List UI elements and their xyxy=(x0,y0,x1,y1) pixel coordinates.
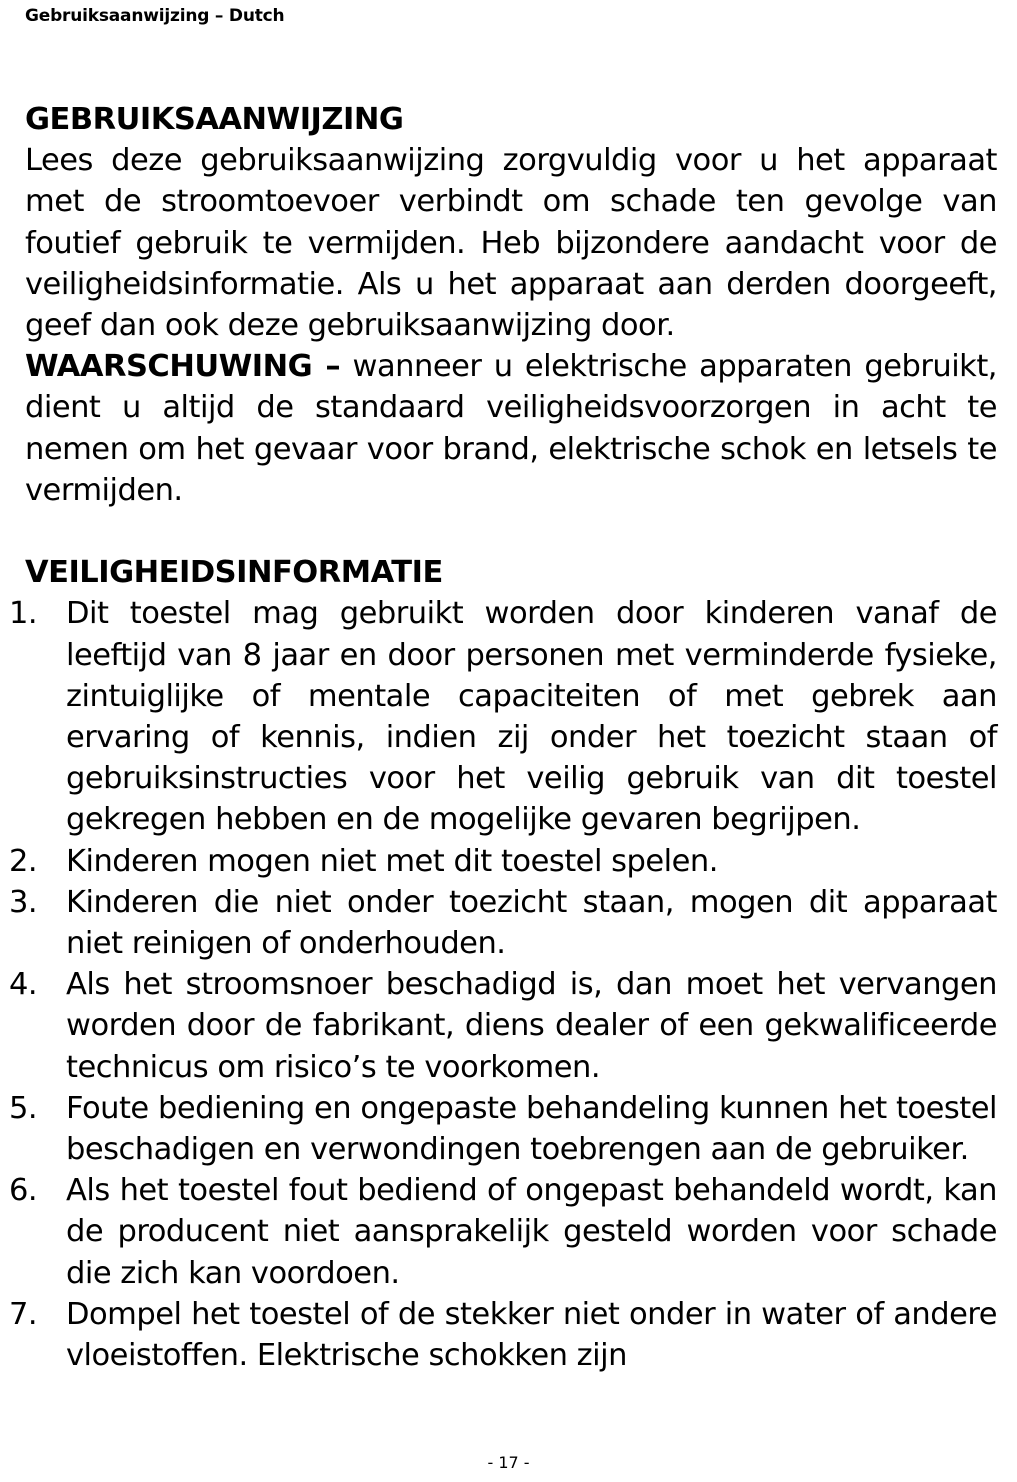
item-text: Dit toestel mag gebruikt worden door kinderen vanaf de leeftijd van 8 jaar en door personen met verminderde fysieke, zintuiglijke of mentale capaciteiten of met gebrek aan ervaring of kennis, indien zij onder het toezicht staan of gebruiksinstructies voor het veilig gebruik van dit toestel gekregen hebben en de mogelijke gevaren begrijpen. xyxy=(66,596,997,838)
list-item xyxy=(9,882,997,964)
list-item xyxy=(9,593,997,840)
intro-paragraph: Lees deze gebruiksaanwijzing zorgvuldig voor u het apparaat met de stroomtoevoer verbindt om schade ten gevolge van foutief gebruik te vermijden. Heb bijzondere aandacht voor de veiligheidsinformatie. Als u het apparaat aan derden doorgeeft, geef dan ook deze gebruiksaanwijzing door. xyxy=(25,143,997,344)
item-text: Dompel het toestel of de stekker niet onder in water of andere vloeistoffen. Elektrische schokken zijn xyxy=(66,1296,997,1374)
item-number: 4. xyxy=(9,967,38,1003)
page-content xyxy=(9,99,997,1376)
item-number: 3. xyxy=(9,884,38,920)
item-text: Als het toestel fout bediend of ongepast behandeld wordt, kan de producent niet aansprakelijk gesteld worden voor schade die zich kan voordoen. xyxy=(66,1173,997,1291)
warning-paragraph xyxy=(25,346,997,511)
list-item xyxy=(9,1170,997,1294)
item-number: 2. xyxy=(9,843,38,879)
item-number: 7. xyxy=(9,1296,38,1332)
warning-text: wanneer u elektrische apparaten gebruikt, dient u altijd de standaard veiligheidsvoorzorgen in acht te nemen om het gevaar voor brand, elektrische schok en letsels te vermijden. xyxy=(25,349,997,508)
item-number: 1. xyxy=(9,596,38,632)
safety-title: VEILIGHEIDSINFORMATIE xyxy=(25,555,443,591)
warning-label: WAARSCHUWING – xyxy=(25,349,341,385)
safety-list xyxy=(9,593,997,1376)
list-item xyxy=(9,841,997,882)
item-number: 5. xyxy=(9,1090,38,1126)
running-header: Gebruiksaanwijzing – Dutch xyxy=(25,6,285,26)
page-number: - 17 - xyxy=(487,1453,530,1472)
manual-title: GEBRUIKSAANWIJZING xyxy=(25,102,404,137)
list-item xyxy=(9,1294,997,1376)
item-text: Kinderen die niet onder toezicht staan, mogen dit apparaat niet reinigen of onderhouden. xyxy=(66,884,997,962)
item-text: Kinderen mogen niet met dit toestel spelen. xyxy=(66,843,718,879)
item-number: 6. xyxy=(9,1173,38,1209)
item-text: Als het stroomsnoer beschadigd is, dan moet het vervangen worden door de fabrikant, diens dealer of een gekwalificeerde technicus om risico’s te voorkomen. xyxy=(66,967,997,1085)
list-item xyxy=(9,964,997,1088)
item-text: Foute bediening en ongepaste behandeling kunnen het toestel beschadigen en verwondingen toebrengen aan de gebruiker. xyxy=(66,1090,997,1168)
list-item xyxy=(9,1088,997,1170)
